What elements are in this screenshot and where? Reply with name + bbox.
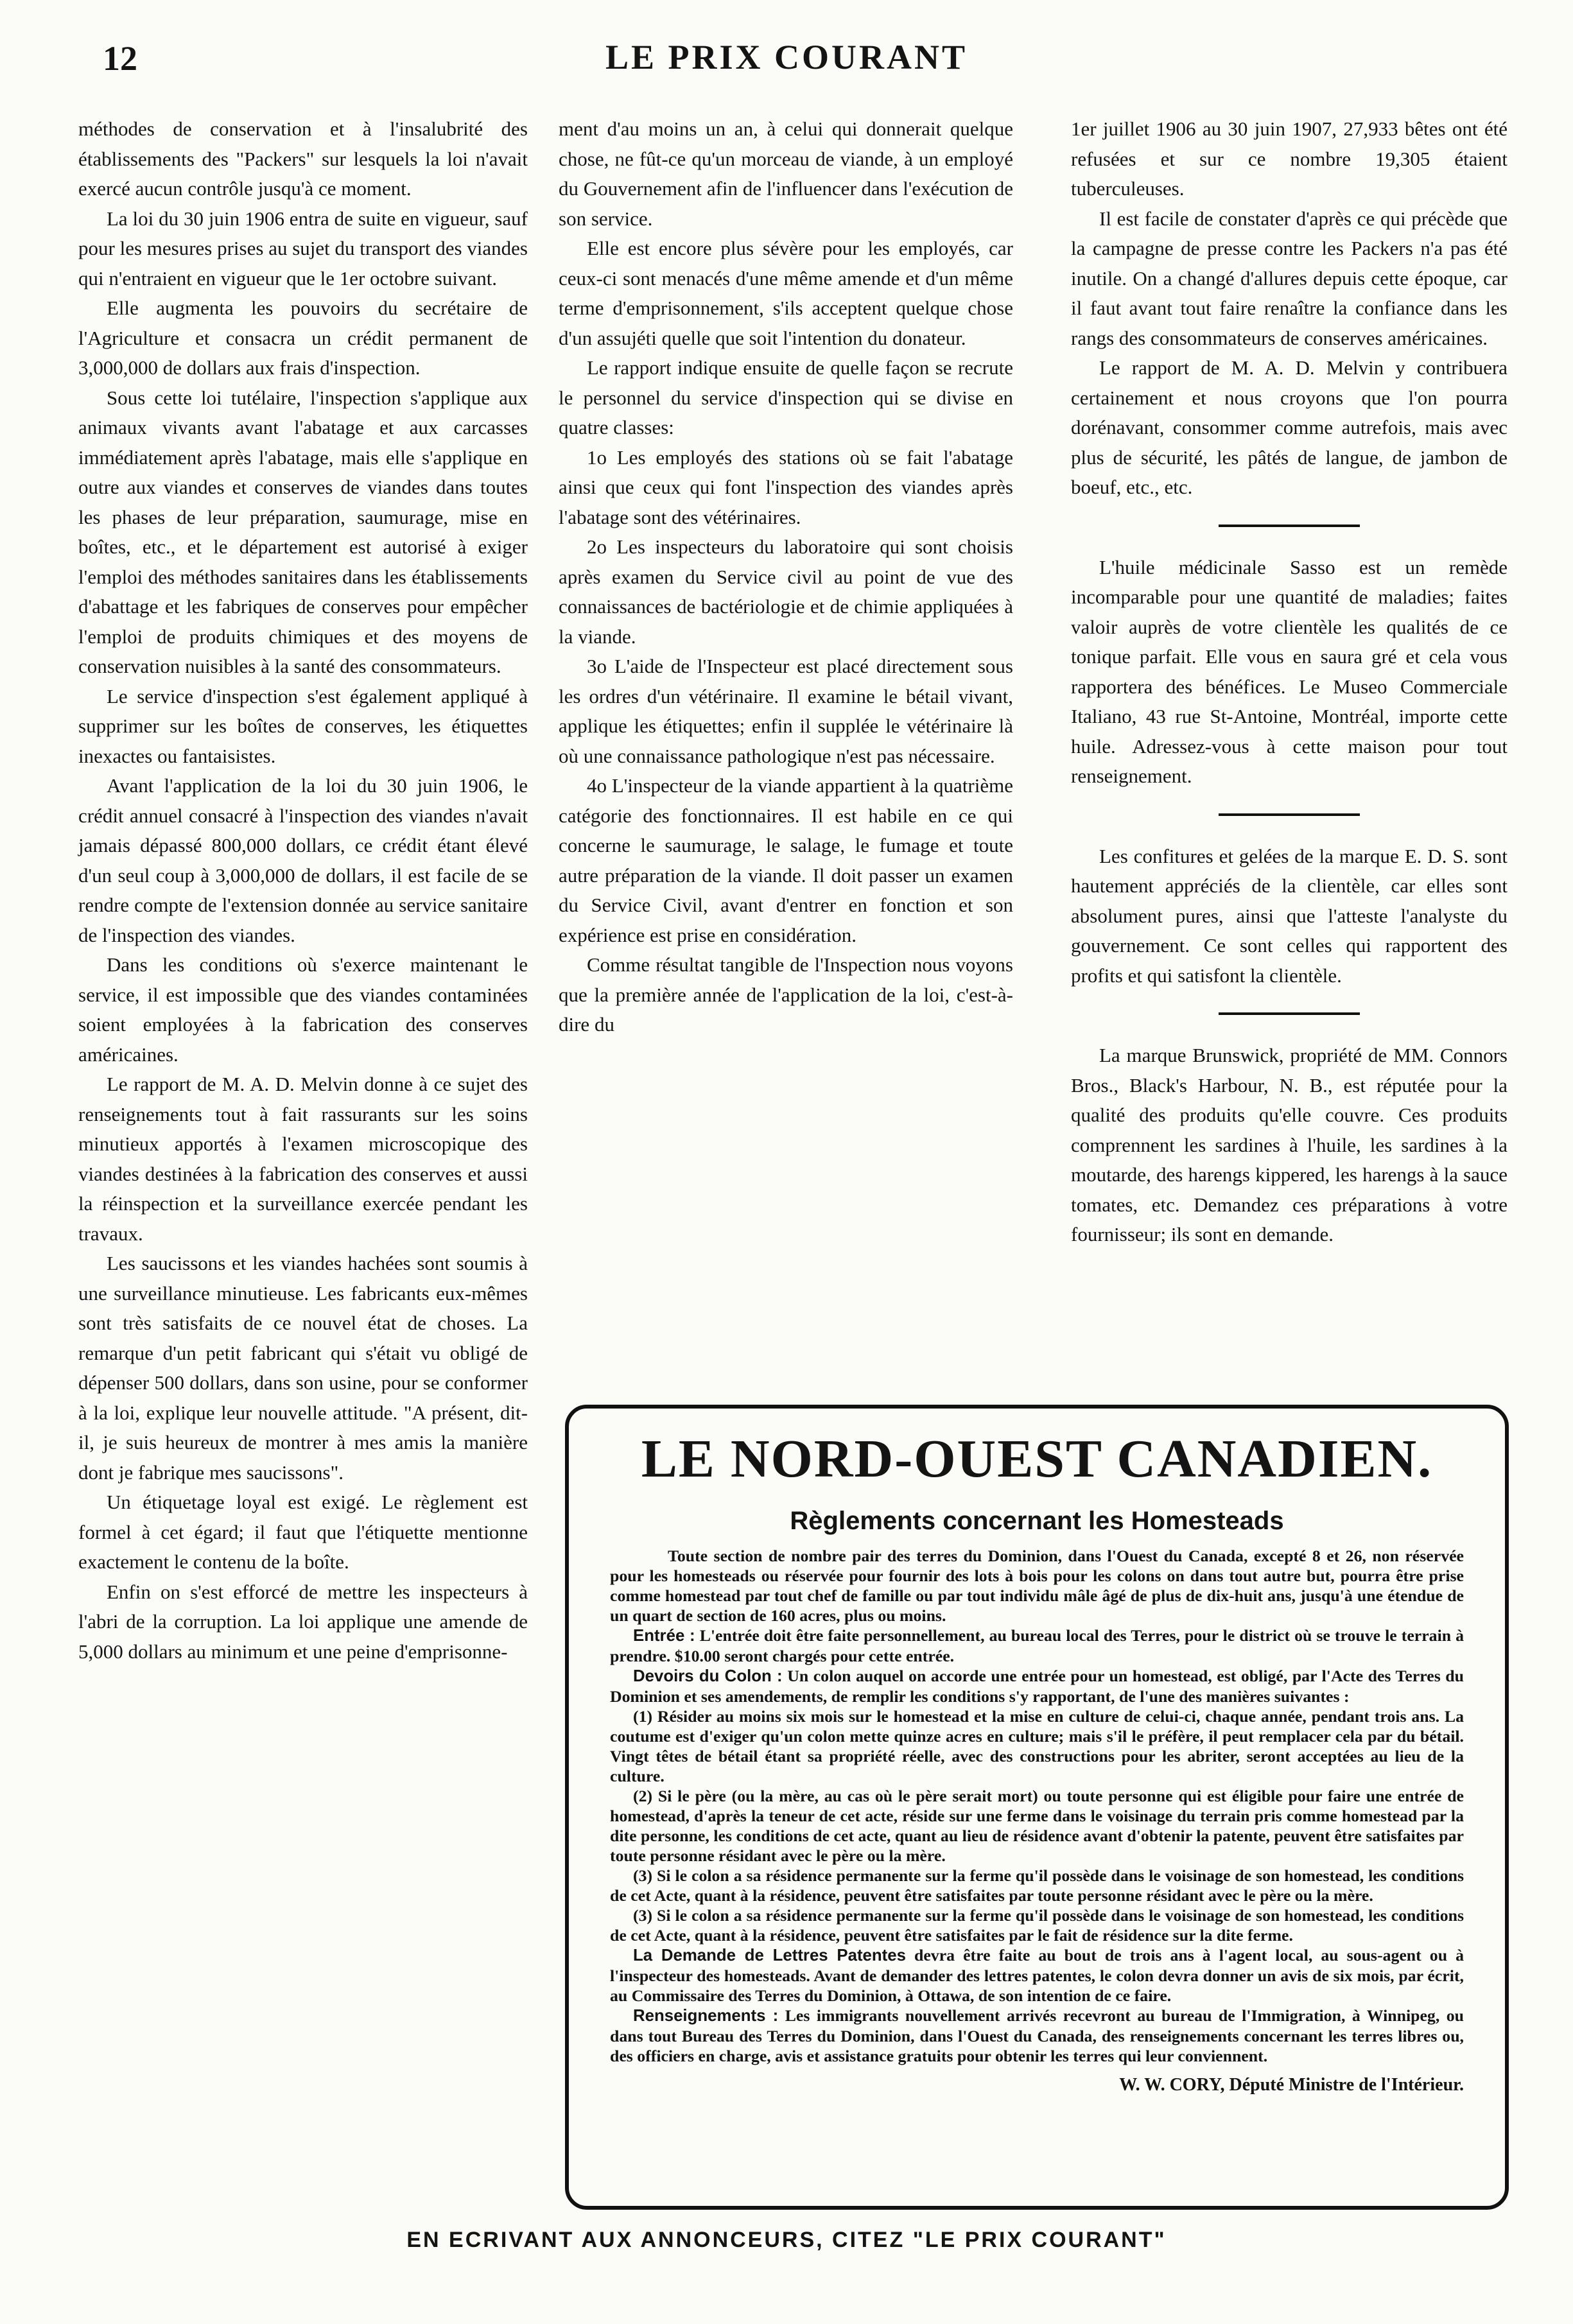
paragraph: 2o Les inspecteurs du laboratoire qui sont choisis après examen du Service civil au point de vue des connaissances de bactériologie et de chimie appliquées à la viande.: [559, 535, 1013, 648]
ad-devoirs: [610, 1666, 1464, 1706]
paragraph: 3o L'aide de l'Inspecteur est placé directement sous les ordres d'un vétérinaire. Il examine le bétail vivant, applique les étiquettes; enfin il supplée le vétérinaire là où une connaissance pathologique n'est pas nécessaire.: [559, 655, 1013, 767]
ad-rens-text: Les immigrants nouvellement arrivés recevront au bureau de l'Immigration, à Winnipeg, ou dans tout Bureau des Terres du Dominion, dans l'Ouest du Canada, des renseignements concernant les terres libres ou, des officiers en charge, avis et assistance gratuits pour obtenir les terres qui leur conviennent.: [610, 2006, 1464, 2065]
divider-rule: [1219, 813, 1360, 816]
paragraph: Enfin on s'est efforcé de mettre les inspecteurs à l'abri de la corruption. La loi applique une amende de 5,000 dollars au minimum et une peine d'emprisonne-: [78, 1580, 528, 1663]
ad-entree-lead: Entrée :: [633, 1627, 695, 1645]
paragraph: Le rapport indique ensuite de quelle façon se recrute le personnel du service d'inspection qui se divise en quatre classes:: [559, 356, 1013, 438]
divider-rule: [1219, 525, 1360, 527]
ad-body: [610, 1546, 1464, 2066]
ad-item: (2) Si le père (ou la mère, au cas où le père serait mort) ou toute personne qui est éligible pour faire une entrée de homestead, d'après la teneur de cet acte, réside sur une ferme dans le voisinage du terrain pris comme homestead par la dite personne, les conditions de cet acte, quant au lieu de résidence avant d'obtenir la patente, peuvent être satisfaites par toute personne résidant avec le père ou la mère.: [610, 1787, 1464, 1865]
ad-item: (1) Résider au moins six mois sur le homestead et la mise en culture de celui-ci, chaque année, pendant trois ans. La coutume est d'exiger qu'un colon mette quinze acres en culture; mais s'il le préfère, il peut remplacer cela par du bétail. Vingt têtes de bétail étant sa propriété réelle, avec des constructions pour les abriter, seront acceptées au lieu de la culture.: [610, 1707, 1464, 1785]
ad-demande: [610, 1945, 1464, 2006]
ad-demande-lead: La Demande de Lettres Patentes: [633, 1947, 906, 1964]
masthead-title: LE PRIX COURANT: [605, 38, 968, 76]
article-column-2: [559, 114, 1013, 1040]
paragraph: La loi du 30 juin 1906 entra de suite en vigueur, sauf pour les mesures prises au sujet du transport des viandes qui n'entraient en vigueur que le 1er octobre suivant.: [78, 207, 528, 290]
article-column-3: [1071, 114, 1508, 1250]
notice-eds: Les confitures et gelées de la marque E. D. S. sont hautement appréciés de la clientèle, car elles sont absolument pures, ainsi que l'atteste l'analyste du gouvernement. Ce sont celles qui rapportent des profits et qui satisfont la clientèle.: [1071, 844, 1508, 987]
article-column-1: [78, 114, 528, 1667]
ad-item: (3) Si le colon a sa résidence permanente sur la ferme qu'il possède dans le voisinage de son homestead, les conditions de cet Acte, quant à la résidence, peuvent être satisfaites par le fait de résidence sur la dite ferme.: [610, 1906, 1464, 1945]
paragraph: Les saucissons et les viandes hachées sont soumis à une surveillance minutieuse. Les fabricants eux-mêmes sont très satisfaits de ce nouvel état de choses. La remarque d'un petit fabricant qui s'était vu obligé de dépenser 500 dollars, dans son usine, pour se conformer à la loi, explique leur nouvelle attitude. "A présent, dit-il, je suis heureux de montrer à mes amis la manière dont je fabrique mes saucissons".: [78, 1252, 528, 1484]
ad-entree-text: L'entrée doit être faite personnellement, au bureau local des Terres, pour le district où se trouve le terrain à prendre. $10.00 seront chargés pour cette entrée.: [610, 1626, 1464, 1665]
ad-renseignements: [610, 2006, 1464, 2066]
footer-notice: EN ECRIVANT AUX ANNONCEURS, CITEZ "LE PRIX COURANT": [406, 2228, 1167, 2252]
paragraph: Le rapport de M. A. D. Melvin donne à ce sujet des renseignements tout à fait rassurants sur les soins minutieux apportés à l'examen microscopique des viandes destinées à la fabrication des conserves et aussi la réinspection et la surveillance exercée pendant les travaux.: [78, 1073, 528, 1245]
paragraph: Un étiquetage loyal est exigé. Le règlement est formel à cet égard; il faut que l'étiquette mentionne exactement le contenu de la boîte.: [78, 1491, 528, 1573]
ad-entree: [610, 1626, 1464, 1666]
ad-intro: Toute section de nombre pair des terres du Dominion, dans l'Ouest du Canada, excepté 8 et 26, non réservée pour les homesteads ou réservée pour fournir des lots à bois pour les colons on dans tout autre but, pourra être prise comme homestead par tout chef de famille ou par tout individu mâle âgé de plus de dix-huit ans, jusqu'à une étendue de un quart de section de 160 acres, plus ou moins.: [610, 1547, 1464, 1625]
ad-subtitle: Règlements concernant les Homesteads: [790, 1507, 1284, 1535]
paragraph: Elle est encore plus sévère pour les employés, car ceux-ci sont menacés d'une même amende et d'un même terme d'emprisonnement, s'ils acceptent quelque chose d'un assujéti quelle que soit l'intention du donateur.: [559, 237, 1013, 349]
paragraph: Il est facile de constater d'après ce qui précède que la campagne de presse contre les Packers n'a pas été inutile. On a changé d'allures depuis cette époque, car il faut avant tout faire renaître la confiance dans les rangs des consommateurs de conserves américaines.: [1071, 207, 1508, 349]
paragraph: Le service d'inspection s'est également appliqué à supprimer sur les boîtes de conserves, les étiquettes inexactes ou fantaisistes.: [78, 684, 528, 767]
ad-devoirs-lead: Devoirs du Colon :: [633, 1667, 783, 1685]
ad-rens-lead: Renseignements :: [633, 2007, 779, 2025]
paragraph: Dans les conditions où s'exerce maintenant le service, il est impossible que des viandes contaminées soient employées à la fabrication des conserves américaines.: [78, 953, 528, 1066]
paragraph: Le rapport de M. A. D. Melvin y contribuera certainement et nous croyons que l'on pourra dorénavant, consommer comme autrefois, mais avec plus de sécurité, les pâtés de langue, de jambon de boeuf, etc., etc.: [1071, 356, 1508, 498]
page-number: 12: [103, 39, 137, 78]
ad-title: LE NORD-OUEST CANADIEN.: [641, 1429, 1433, 1489]
paragraph: 4o L'inspecteur de la viande appartient à la quatrième catégorie des fonctionnaires. Il est habile en ce qui concerne le saumurage, le salage, le fumage et toute autre préparation de la viande. Il doit passer un examen du Service Civil, avant d'entrer en fonction et son expérience est prise en considération.: [559, 774, 1013, 946]
ad-item: (3) Si le colon a sa résidence permanente sur la ferme qu'il possède dans le voisinage de son homestead, les conditions de cet Acte, quant à la résidence, peuvent être satisfaites par toute personne résidant avec le père ou la mère.: [610, 1866, 1464, 1905]
paragraph: Elle augmenta les pouvoirs du secrétaire de l'Agriculture et consacra un crédit permanent de 3,000,000 de dollars aux frais d'inspection.: [78, 297, 528, 379]
paragraph: Sous cette loi tutélaire, l'inspection s'applique aux animaux vivants avant l'abatage et aux carcasses immédiatement après l'abatage, mais elle s'applique en outre aux viandes et conserves de viandes dans toutes les phases de leur préparation, saumurage, mise en boîtes, etc., et le département est autorisé à exiger l'emploi des méthodes sanitaires dans les établissements d'abattage et les fabriques de conserves pour empêcher l'emploi de produits chimiques et des moyens de conservation nuisibles à la santé des consommateurs.: [78, 386, 528, 677]
paragraph: Avant l'application de la loi du 30 juin 1906, le crédit annuel consacré à l'inspection des viandes n'avait jamais dépassé 800,000 dollars, ce crédit étant élevé d'un seul coup à 3,000,000 de dollars, il est facile de se rendre compte de l'extension donnée au service sanitaire de l'inspection des viandes.: [78, 774, 528, 946]
paragraph: ment d'au moins un an, à celui qui donnerait quelque chose, ne fût-ce qu'un morceau de viande, à un employé du Gouvernement afin de l'influencer dans l'exécution de son service.: [559, 117, 1013, 230]
ad-signature: W. W. CORY, Député Ministre de l'Intérieur.: [1119, 2075, 1464, 2095]
paragraph: Comme résultat tangible de l'Inspection nous voyons que la première année de l'application de la loi, c'est-à-dire du: [559, 953, 1013, 1036]
ad-devoirs-text: Un colon auquel on accorde une entrée pour un homestead, est obligé, par l'Acte des Terres du Dominion et ses amendements, de remplir les conditions s'y rapportant, de l'une des manières suivantes :: [610, 1667, 1464, 1706]
divider-rule: [1219, 1012, 1360, 1015]
notice-brunswick: La marque Brunswick, propriété de MM. Connors Bros., Black's Harbour, N. B., est réputée pour la qualité des produits qu'elle couvre. Ces produits comprennent les sardines à l'huile, les sardines à la moutarde, des harengs kippered, les harengs à la sauce tomates, etc. Demandez ces préparations à votre fournisseur; ils sont en demande.: [1071, 1044, 1508, 1245]
paragraph: méthodes de conservation et à l'insalubrité des établissements des "Packers" sur lesquels la loi n'avait exercé aucun contrôle jusqu'à ce moment.: [78, 117, 528, 200]
homestead-advertisement: [565, 1405, 1509, 2210]
paragraph: 1er juillet 1906 au 30 juin 1907, 27,933 bêtes ont été refusées et sur ce nombre 19,305 étaient tuberculeuses.: [1071, 117, 1508, 200]
paragraph: 1o Les employés des stations où se fait l'abatage ainsi que ceux qui font l'inspection des viandes après l'abatage sont des vétérinaires.: [559, 446, 1013, 528]
notice-sasso: L'huile médicinale Sasso est un remède incomparable pour une quantité de maladies; faites valoir auprès de votre clientèle les qualités de ce tonique parfait. Elle vous en saura gré et cela vous rapportera des bénéfices. Le Museo Commerciale Italiano, 43 rue St-Antoine, Montréal, importe cette huile. Adressez-vous à cette maison pour tout renseignement.: [1071, 555, 1508, 787]
ad-demande-text: devra être faite au bout de trois ans à l'agent local, au sous-agent ou à l'inspecteur des homesteads. Avant de demander des lettres patentes, le colon devra donner un avis de six mois, par écrit, au Commissaire des Terres du Dominion, à Ottawa, de son intention de ce faire.: [610, 1946, 1464, 2005]
